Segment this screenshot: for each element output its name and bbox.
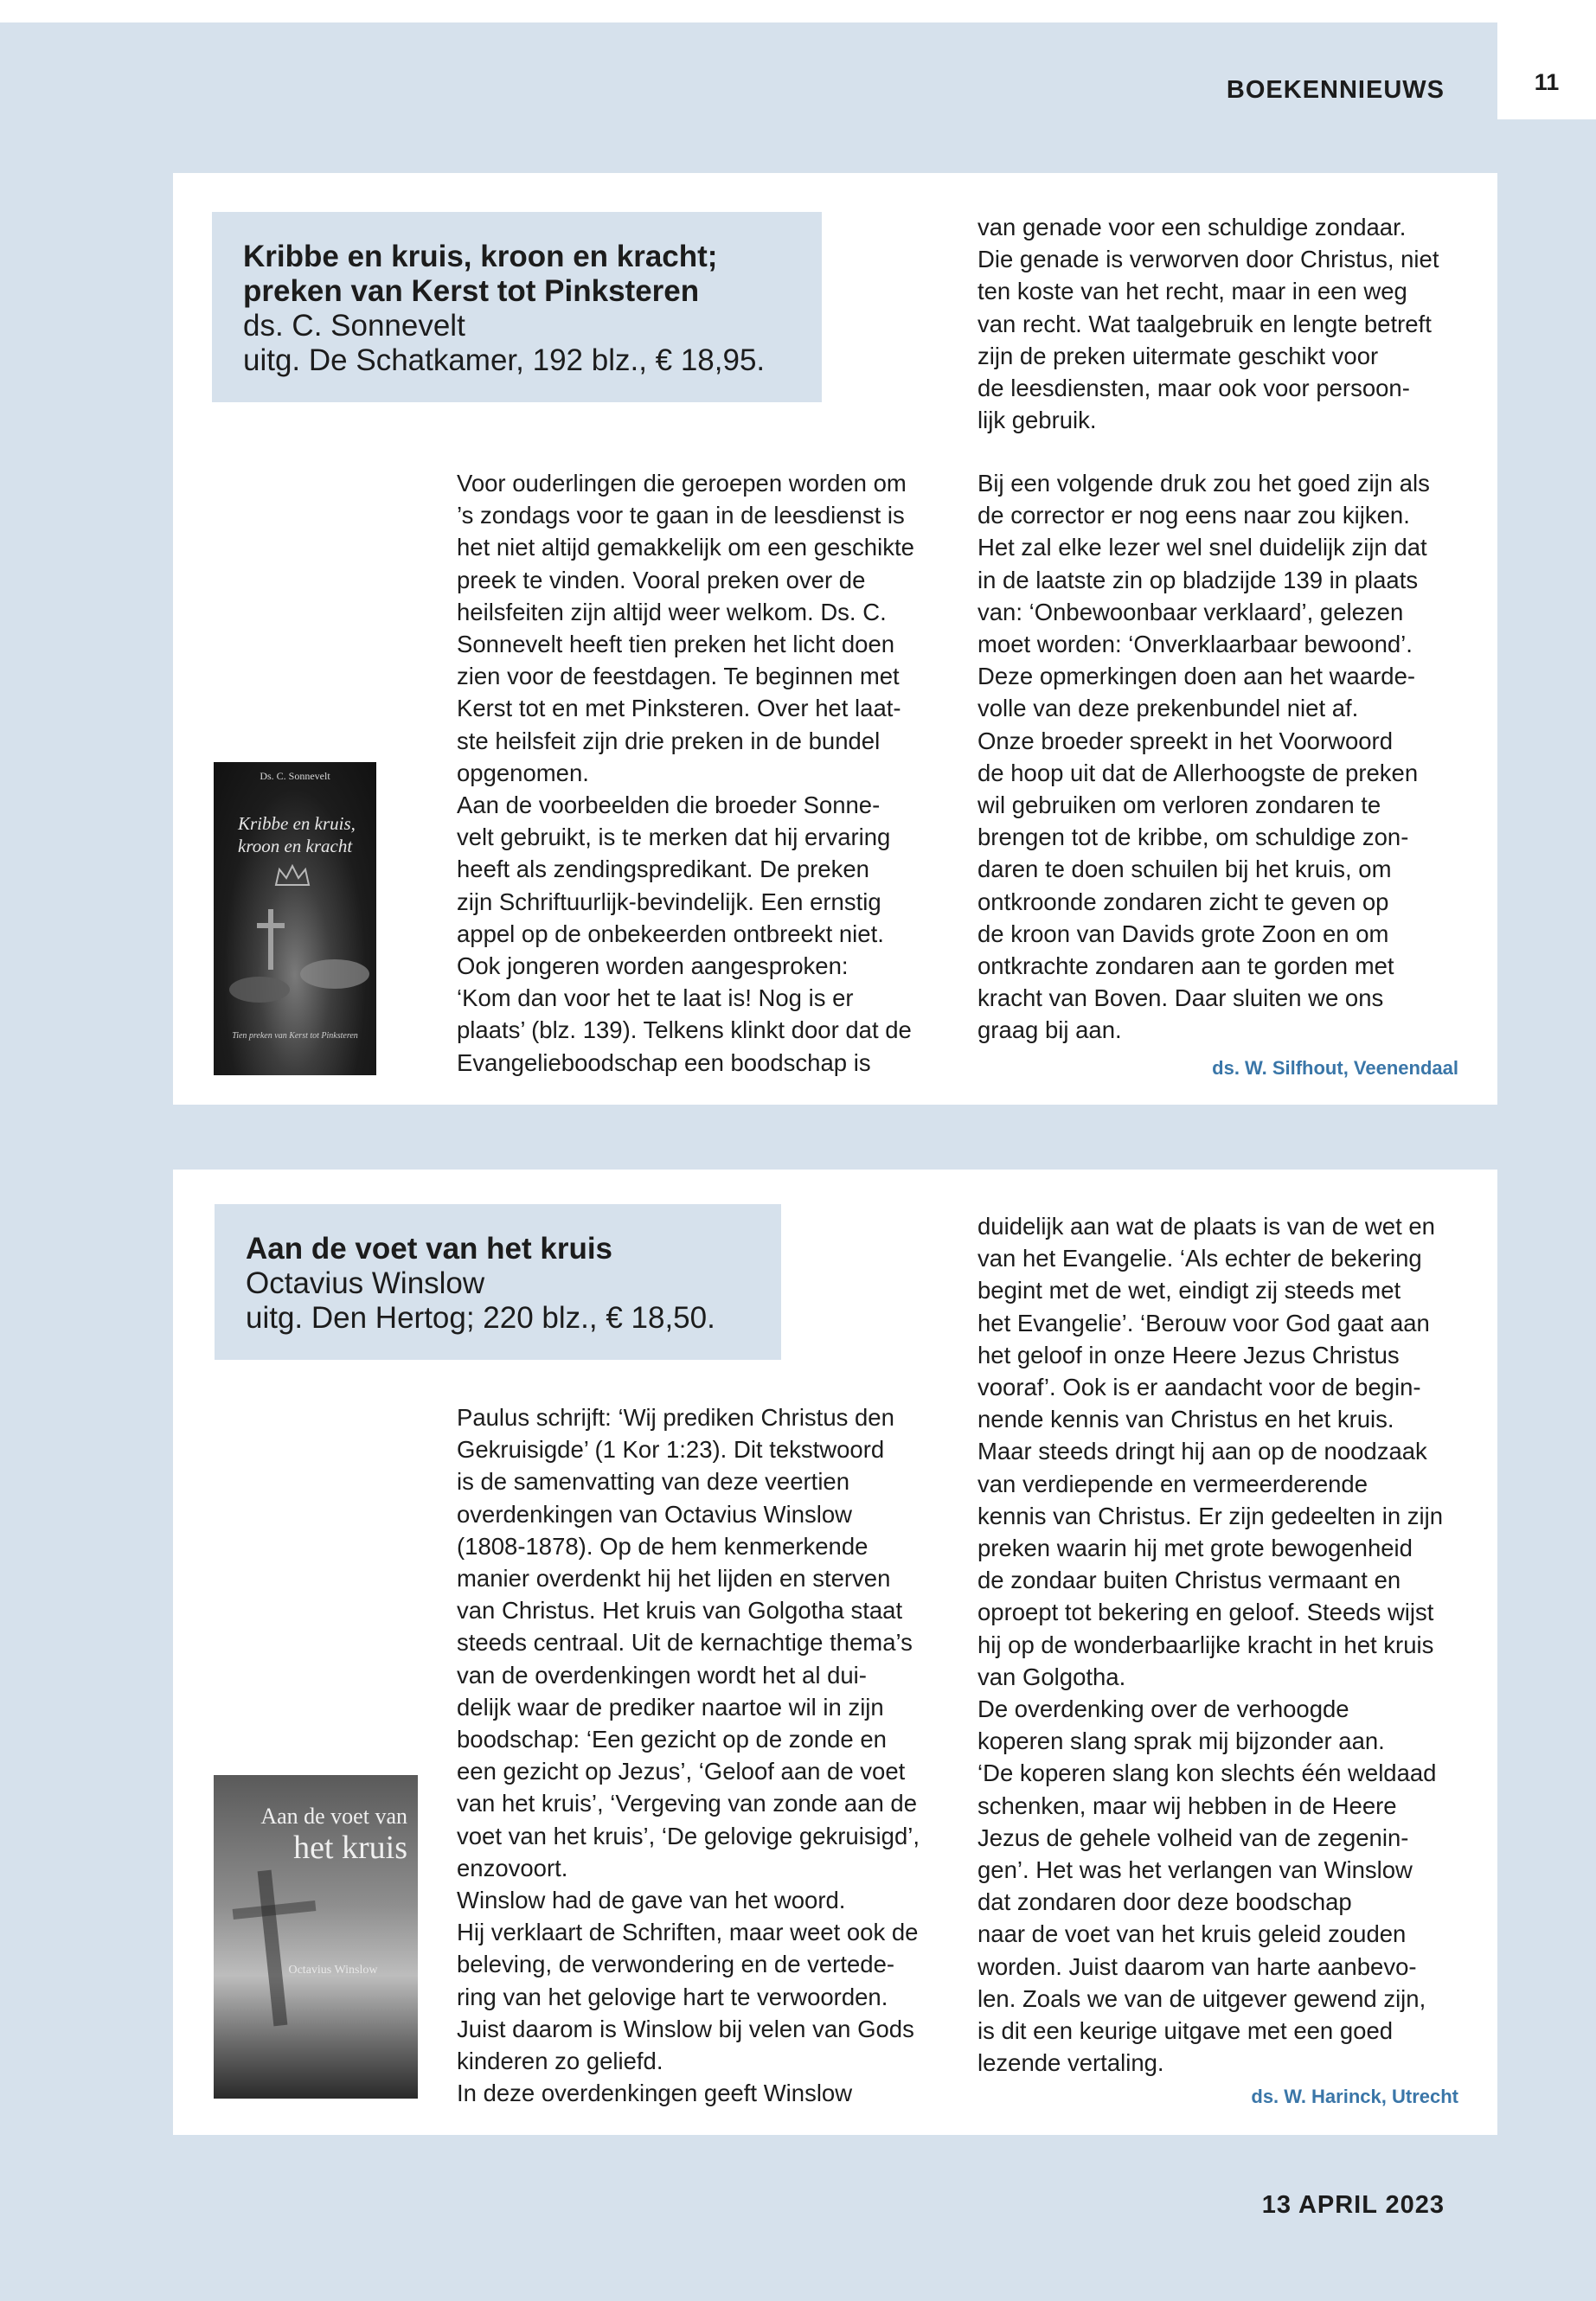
text-line: overdenkingen van Octavius Winslow — [457, 1500, 853, 1528]
text-line: lijk gebruik. — [977, 407, 1097, 434]
text-line: In deze overdenkingen geeft Winslow — [457, 2080, 853, 2107]
text-line: ten koste van het recht, maar in een weg — [977, 278, 1407, 305]
review-title: Kribbe en kruis, kroon en kracht; — [243, 240, 718, 273]
text-line: is dit een keurige uitgave met een goed — [977, 2017, 1394, 2045]
text-line: appel op de onbekeerden ontbreekt niet. — [457, 920, 884, 947]
text-line: graag bij aan. — [977, 1016, 1122, 1044]
review-signature: ds. W. Silfhout, Veenendaal — [1212, 1057, 1458, 1079]
text-line: heilsfeiten zijn altijd weer welkom. Ds. C. — [457, 598, 887, 625]
text-line: Evangelieboodschap een boodschap is — [457, 1048, 871, 1076]
text-line: Onze broeder spreekt in het Voorwoord — [977, 727, 1394, 754]
review-text-column-1 — [457, 467, 914, 1079]
text-line: Winslow had de gave van het woord. — [457, 1887, 846, 1914]
review-publisher: uitg. De Schatkamer, 192 blz., € 18,95. — [243, 343, 766, 377]
text-line: (1808-1878). Op de hem kenmerkende — [457, 1532, 869, 1560]
text-line: duidelijk aan wat de plaats is van de wet en — [977, 1213, 1435, 1240]
crown-icon — [274, 864, 311, 888]
cover-title-line: kroon en kracht — [238, 836, 353, 856]
cover-title-line: het kruis — [293, 1830, 407, 1866]
text-line: ‘De koperen slang kon slechts één weldaad — [977, 1759, 1437, 1787]
text-line: de hoop uit dat de Allerhoogste de preken — [977, 759, 1419, 786]
text-line: Juist daarom is Winslow bij velen van Gods — [457, 2015, 914, 2042]
text-line: kracht van Boven. Daar sluiten we ons — [977, 984, 1384, 1012]
text-line: zien voor de feestdagen. Te beginnen met — [457, 663, 900, 690]
text-line: daren te doen schuilen bij het kruis, om — [977, 856, 1392, 883]
review-text-column-2 — [977, 1210, 1443, 2079]
text-line: worden. Juist daarom van harte aanbevo- — [977, 1952, 1417, 1980]
text-line: ontkroonde zondaren zicht te geven op — [977, 888, 1389, 915]
text-line: Ook jongeren worden aangesproken: — [457, 952, 849, 980]
text-line: preek te vinden. Vooral preken over de — [457, 566, 866, 593]
text-line: van het kruis’, ‘Vergeving van zonde aan de — [457, 1790, 918, 1817]
text-line: Aan de voorbeelden die broeder Sonne- — [457, 792, 881, 819]
text-line: gen’. Het was het verlangen van Winslow — [977, 1856, 1413, 1884]
text-line: naar de voet van het kruis geleid zouden — [977, 1920, 1407, 1948]
review-text-column-2 — [977, 211, 1439, 436]
text-line: ontkrachte zondaren aan te gorden met — [977, 952, 1394, 980]
text-line: van de overdenkingen wordt het al dui- — [457, 1661, 867, 1689]
text-line: nende kennis van Christus en het kruis. — [977, 1406, 1394, 1433]
cover-cross-shape — [258, 1870, 288, 2027]
text-line: Sonnevelt heeft tien preken het licht doen — [457, 631, 895, 658]
text-line: Jezus de gehele volheid van de zegenin- — [977, 1823, 1409, 1851]
text-line: zijn de preken uitermate geschikt voor — [977, 342, 1379, 369]
review-subtitle: preken van Kerst tot Pinksteren — [243, 274, 700, 308]
text-line: Maar steeds dringt hij aan op de noodzaak — [977, 1438, 1427, 1465]
text-line: Bij een volgende druk zou het goed zijn als — [977, 470, 1430, 497]
text-line: koperen slang sprak mij bijzonder aan. — [977, 1727, 1385, 1755]
text-line: Kerst tot en met Pinksteren. Over het laat- — [457, 695, 901, 722]
text-line: hij op de wonderbaarlijke kracht in het kruis — [977, 1631, 1434, 1658]
text-line: dat zondaren door deze boodschap — [977, 1888, 1352, 1916]
text-line: Voor ouderlingen die geroepen worden om — [457, 470, 907, 497]
book-cover-image — [214, 1775, 418, 2099]
text-line: oproept tot bekering en geloof. Steeds wijst — [977, 1599, 1434, 1626]
text-line: kinderen zo geliefd. — [457, 2048, 663, 2075]
text-line: beleving, de verwondering en de vertede- — [457, 1951, 895, 1978]
review-text-column-3 — [977, 467, 1430, 1047]
text-line: steeds centraal. Uit de kernachtige thema’s — [457, 1629, 913, 1657]
review-author: ds. C. Sonnevelt — [243, 309, 465, 343]
review-text-column-1 — [457, 1401, 920, 2109]
text-line: heeft als zendingspredikant. De preken — [457, 856, 869, 883]
text-line: van het Evangelie. ‘Als echter de bekering — [977, 1245, 1422, 1272]
cover-title-line: Aan de voet van — [260, 1804, 407, 1829]
text-line: wil gebruiken om verloren zondaren te — [977, 792, 1381, 819]
review-signature: ds. W. Harinck, Utrecht — [1251, 2086, 1458, 2107]
text-line: in de laatste zin op bladzijde 139 in plaats — [977, 566, 1419, 593]
text-line: de zondaar buiten Christus vermaant en — [977, 1567, 1401, 1594]
text-line: vooraf’. Ook is er aandacht voor de begin- — [977, 1374, 1421, 1401]
text-line: ste heilsfeit zijn drie preken in de bundel — [457, 727, 881, 754]
text-line: voet van het kruis’, ‘De gelovige gekruisigd’, — [457, 1822, 920, 1849]
footer-date: 13 APRIL 2023 — [1261, 2191, 1445, 2219]
text-line: ring van het gelovige hart te verwoorden. — [457, 1983, 888, 2010]
text-line: van genade voor een schuldige zondaar. — [977, 214, 1407, 240]
review-publisher: uitg. Den Hertog; 220 blz., € 18,50. — [246, 1301, 715, 1335]
text-line: de kroon van Davids grote Zoon en om — [977, 920, 1389, 947]
cover-title-line: Kribbe en kruis, — [238, 813, 356, 834]
text-line: delijk waar de prediker naartoe wil in zijn — [457, 1693, 884, 1721]
review-title: Aan de voet van het kruis — [246, 1232, 613, 1266]
cover-stone — [300, 959, 369, 989]
text-line: kennis van Christus. Er zijn gedeelten in zijn — [977, 1502, 1444, 1529]
text-line: van verdiepende en vermeerderende — [977, 1470, 1368, 1497]
text-line: opgenomen. — [457, 759, 589, 786]
text-line: is de samenvatting van deze veertien — [457, 1468, 850, 1496]
text-line: Die genade is verworven door Christus, niet — [977, 246, 1439, 273]
text-line: een gezicht op Jezus’, ‘Geloof aan de voet — [457, 1758, 906, 1785]
text-line: Deze opmerkingen doen aan het waarde- — [977, 663, 1416, 690]
text-line: begint met de wet, eindigt zij steeds met — [977, 1277, 1401, 1304]
text-line: boodschap: ‘Een gezicht op de zonde en — [457, 1726, 887, 1753]
text-line: de leesdiensten, maar ook voor persoon- — [977, 375, 1410, 402]
text-line: moet worden: ‘Onverklaarbaar bewoond’. — [977, 631, 1413, 658]
text-line: len. Zoals we van de uitgever gewend zijn, — [977, 1984, 1426, 2012]
book-cover-image — [214, 762, 376, 1075]
text-line: Gekruisigde’ (1 Kor 1:23). Dit tekstwoord — [457, 1436, 885, 1464]
review-title-box — [215, 1204, 781, 1360]
text-line: ’s zondags voor te gaan in de leesdienst is — [457, 502, 905, 529]
cover-author: Octavius Winslow — [288, 1964, 378, 1977]
text-line: het Evangelie’. ‘Berouw voor God gaat aan — [977, 1309, 1430, 1336]
text-line: brengen tot de kribbe, om schuldige zon- — [977, 824, 1409, 851]
review-card-2 — [173, 1170, 1497, 2135]
review-title-box — [212, 212, 822, 402]
text-line: manier overdenkt hij het lijden en sterven — [457, 1565, 891, 1593]
text-line: van Christus. Het kruis van Golgotha staat — [457, 1597, 903, 1625]
text-line: preken waarin hij met grote bewogenheid — [977, 1535, 1413, 1562]
cover-author: Ds. C. Sonnevelt — [260, 770, 330, 782]
text-line: het niet altijd gemakkelijk om een geschikte — [457, 534, 914, 561]
cover-title — [238, 812, 356, 857]
cover-stone-left — [229, 977, 290, 1003]
top-strip — [0, 0, 1596, 22]
section-title: BOEKENNIEUWS — [1226, 76, 1445, 104]
text-line: van recht. Wat taalgebruik en lengte betreft — [977, 310, 1432, 337]
text-line: plaats’ (blz. 139). Telkens klinkt door dat de — [457, 1016, 912, 1044]
text-line: volle van deze prekenbundel niet af. — [977, 695, 1359, 722]
cover-subtitle: Tien preken van Kerst tot Pinksteren — [232, 1031, 358, 1041]
page-number: 11 — [1534, 69, 1560, 95]
text-line: schenken, maar wij hebben in de Heere — [977, 1791, 1397, 1819]
review-card-1 — [173, 173, 1497, 1105]
text-line: het geloof in onze Heere Jezus Christus — [977, 1341, 1400, 1368]
text-line: Hij verklaart de Schriften, maar weet ook de — [457, 1919, 919, 1946]
cross-icon — [253, 909, 288, 970]
text-line: Paulus schrijft: ‘Wij prediken Christus den — [457, 1404, 894, 1431]
cover-title — [260, 1805, 407, 1864]
text-line: lezende vertaling. — [977, 2049, 1164, 2077]
text-line: velt gebruikt, is te merken dat hij ervaring — [457, 824, 891, 851]
text-line: de corrector er nog eens naar zou kijken. — [977, 502, 1410, 529]
text-line: van Golgotha. — [977, 1663, 1126, 1690]
review-author: Octavius Winslow — [246, 1266, 485, 1300]
text-line: ‘Kom dan voor het te laat is! Nog is er — [457, 984, 854, 1012]
text-line: De overdenking over de verhoogde — [977, 1695, 1349, 1723]
text-line: enzovoort. — [457, 1854, 568, 1881]
text-line: Het zal elke lezer wel snel duidelijk zijn dat — [977, 534, 1427, 561]
text-line: zijn Schriftuurlijk-bevindelijk. Een ernstig — [457, 888, 881, 915]
text-line: van: ‘Onbewoonbaar verklaard’, gelezen — [977, 598, 1404, 625]
